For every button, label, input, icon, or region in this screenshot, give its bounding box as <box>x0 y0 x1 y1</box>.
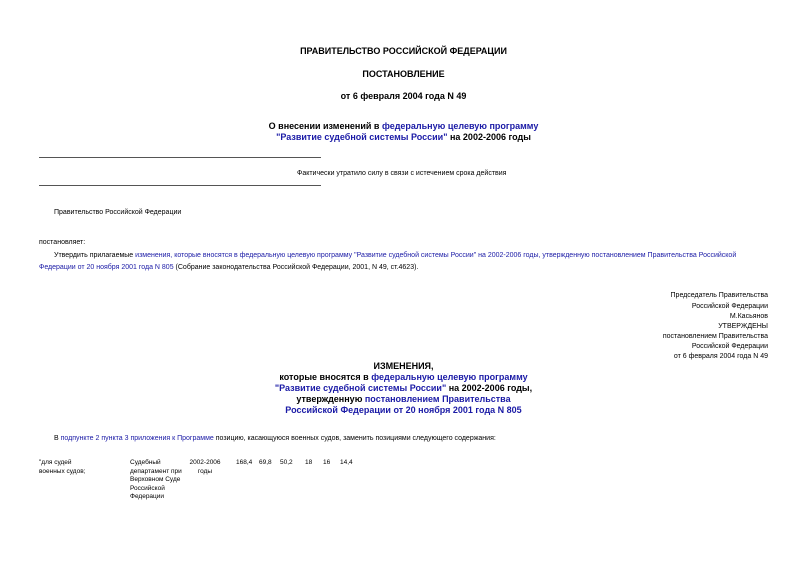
document-title-line2 <box>0 132 807 142</box>
table-text: Российской <box>130 484 165 492</box>
divider-bottom <box>39 185 321 186</box>
signature-name: М.Касьянов <box>729 313 768 320</box>
table-value-2006: 14,4 <box>340 459 353 466</box>
table-cell-period <box>188 459 222 476</box>
program-name-link[interactable]: "Развитие судебной системы России" <box>276 132 448 142</box>
table-text: 2002-2006 <box>189 459 221 466</box>
table-cell-executor <box>130 459 182 502</box>
changes-program-name-link[interactable]: "Развитие судебной системы России" <box>274 383 447 393</box>
decrees-word: постановляет: <box>39 239 86 246</box>
table-text: департамент при <box>130 467 182 475</box>
table-value-2005: 16 <box>323 459 331 466</box>
government-name: ПРАВИТЕЛЬСТВО РОССИЙСКОЙ ФЕДЕРАЦИИ <box>300 46 507 56</box>
resolution-date-link[interactable]: Российской Федерации от 20 ноября 2001 года N 805 <box>285 405 522 415</box>
title-suffix: на 2002-2006 годы <box>447 132 531 142</box>
signature-title-line2: Российской Федерации <box>691 303 768 310</box>
subparagraph-link[interactable]: подпункте 2 пункта 3 приложения к Программе <box>60 435 214 442</box>
table-cell-purpose <box>39 459 85 476</box>
issuing-authority: Правительство Российской Федерации <box>54 209 182 216</box>
instruction-paragraph <box>54 435 496 442</box>
status-note: Фактически утратило силу в связи с истечением срока действия <box>297 170 507 177</box>
changes-line1-prefix: которые вносятся в <box>279 372 372 382</box>
changes-line3-prefix: утвержденную <box>296 394 365 404</box>
changes-line4 <box>0 405 807 415</box>
instruction-prefix: В <box>54 435 61 442</box>
approved-line4: от 6 февраля 2004 года N 49 <box>673 353 768 360</box>
changes-line2 <box>0 383 807 393</box>
changes-program-link[interactable]: федеральную целевую программу <box>371 372 528 382</box>
title-prefix: О внесении изменений в <box>268 121 382 131</box>
table-text: "для судей <box>39 459 72 466</box>
changes-line3 <box>0 394 807 404</box>
document-date-number: от 6 февраля 2004 года N 49 <box>340 91 467 101</box>
table-text: военных судов; <box>39 467 86 475</box>
divider-top <box>39 157 321 158</box>
approved-line2: постановлением Правительства <box>662 333 768 340</box>
resolution-link[interactable]: постановлением Правительства <box>364 394 511 404</box>
program-link[interactable]: федеральную целевую программу <box>381 121 539 131</box>
approved-line3: Российской Федерации <box>691 343 768 350</box>
main-paragraph <box>39 250 768 274</box>
approved-line1: УТВЕРЖДЕНЫ <box>718 323 768 330</box>
paragraph-prefix: Утвердить прилагаемые <box>54 252 136 259</box>
table-text: Верховном Суде <box>130 476 181 483</box>
paragraph-suffix: (Собрание законодательства Российской Федерации, 2001, N 49, ст.4623). <box>173 264 419 271</box>
changes-title: ИЗМЕНЕНИЯ, <box>373 361 434 371</box>
table-value-2002: 69,8 <box>259 459 272 466</box>
changes-link[interactable]: изменения, которые вносятся в федеральную целевую программу "Развитие судебной системы России" на 2002-2006 годы, утвержденную постановлением Правительства Российской Федерации от 20 ноября 2001 года N 805 <box>39 252 737 271</box>
instruction-suffix: позицию, касающуюся военных судов, заменить позициями следующего содержания: <box>213 435 496 442</box>
changes-line2-suffix: на 2002-2006 годы, <box>446 383 533 393</box>
changes-line1 <box>0 372 807 382</box>
table-text: Судебный <box>130 459 161 466</box>
table-text: Федерации <box>130 493 165 500</box>
signature-title-line1: Председатель Правительства <box>670 292 768 299</box>
document-type: ПОСТАНОВЛЕНИЕ <box>362 69 445 79</box>
table-value-2004: 18 <box>305 459 313 466</box>
table-text: годы <box>197 467 213 475</box>
document-title-line1 <box>0 121 807 131</box>
table-value-total: 168,4 <box>236 459 253 466</box>
table-value-2003: 50,2 <box>280 459 293 466</box>
